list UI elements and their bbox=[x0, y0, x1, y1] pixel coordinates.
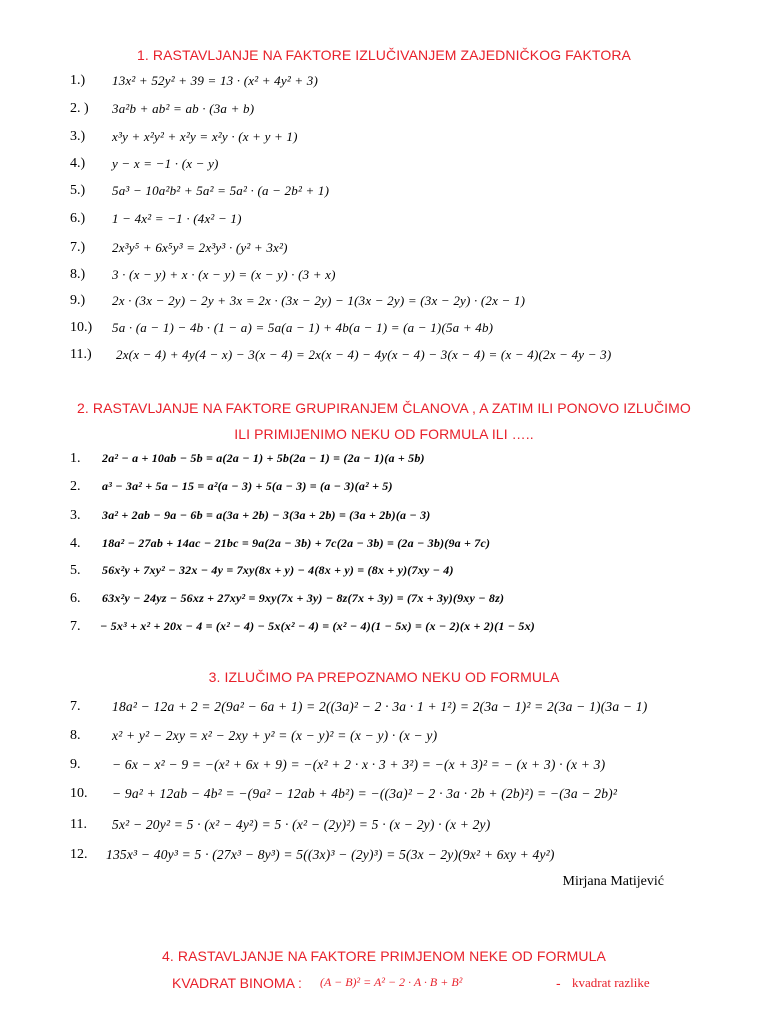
item-expression: a³ − 3a² + 5a − 15 = a²(a − 3) + 5(a − 3) = (a − 3)(a² + 5) bbox=[102, 479, 393, 493]
formula-label: KVADRAT BINOMA : bbox=[172, 975, 302, 991]
item-expression: 3a² + 2ab − 9a − 6b = a(3a + 2b) − 3(3a + 2b) = (3a + 2b)(a − 3) bbox=[102, 508, 431, 522]
item-number: 7. bbox=[70, 619, 81, 634]
item-number: 9. bbox=[70, 757, 81, 772]
formula-row bbox=[0, 975, 768, 995]
item-expression: 5a · (a − 1) − 4b · (1 − a) = 5a(a − 1) + 4b(a − 1) = (a − 1)(5a + 4b) bbox=[112, 320, 494, 335]
item-number: 4.) bbox=[70, 156, 86, 171]
item-number: 6.) bbox=[70, 211, 86, 226]
item-expression: 3 · (x − y) + x · (x − y) = (x − y) · (3 + x) bbox=[112, 267, 336, 282]
list-item bbox=[0, 344, 768, 368]
list-item bbox=[0, 208, 768, 232]
list-item bbox=[0, 783, 768, 807]
formula-name: kvadrat razlike bbox=[572, 975, 650, 990]
item-number: 8.) bbox=[70, 267, 86, 282]
item-number: 3.) bbox=[70, 129, 86, 144]
list-item bbox=[0, 476, 768, 500]
item-expression: − 6x − x² − 9 = −(x² + 6x + 9) = −(x² + 2 · x · 3 + 3²) = −(x + 3)² = − (x + 3) · (x + 3) bbox=[112, 757, 606, 772]
item-expression: 2a² − a + 10ab − 5b = a(2a − 1) + 5b(2a − 1) = (2a − 1)(a + 5b) bbox=[102, 451, 425, 465]
section2-title-line2: ILI PRIMIJENIMO NEKU OD FORMULA ILI ….. bbox=[234, 426, 534, 442]
item-number: 5. bbox=[70, 563, 81, 578]
item-number: 12. bbox=[70, 847, 88, 862]
item-number: 11.) bbox=[70, 347, 92, 362]
item-number: 1.) bbox=[70, 73, 86, 88]
item-expression: 1 − 4x² = −1 · (4x² − 1) bbox=[112, 211, 242, 226]
list-item bbox=[0, 264, 768, 288]
list-item bbox=[0, 533, 768, 557]
list-item bbox=[0, 616, 768, 640]
item-number: 5.) bbox=[70, 183, 86, 198]
list-item bbox=[0, 153, 768, 177]
item-number: 6. bbox=[70, 591, 81, 606]
item-number: 7.) bbox=[70, 240, 86, 255]
list-item bbox=[0, 814, 768, 838]
item-number: 11. bbox=[70, 817, 87, 832]
list-item bbox=[0, 70, 768, 94]
item-expression: 18a² − 12a + 2 = 2(9a² − 6a + 1) = 2((3a)² − 2 · 3a · 1 + 1²) = 2(3a − 1)² = 2(3a − 1)(3a − 1) bbox=[112, 699, 648, 714]
item-expression: 2x · (3x − 2y) − 2y + 3x = 2x · (3x − 2y) − 1(3x − 2y) = (3x − 2y) · (2x − 1) bbox=[112, 293, 526, 308]
list-item bbox=[0, 448, 768, 472]
item-number: 7. bbox=[70, 699, 81, 714]
item-expression: − 9a² + 12ab − 4b² = −(9a² − 12ab + 4b²) = −((3a)² − 2 · 3a · 2b + (2b)²) = −(3a − 2b)² bbox=[112, 786, 618, 801]
item-expression: 56x²y + 7xy² − 32x − 4y = 7xy(8x + y) − 4(8x + y) = (8x + y)(7xy − 4) bbox=[102, 563, 454, 577]
section4-title: 4. RASTAVLJANJE NA FAKTORE PRIMJENOM NEKE OD FORMULA bbox=[162, 948, 606, 964]
item-number: 1. bbox=[70, 451, 81, 466]
list-item bbox=[0, 560, 768, 584]
author-name: Mirjana Matijević bbox=[562, 874, 664, 889]
item-expression: 135x³ − 40y³ = 5 · (27x³ − 8y³) = 5((3x)³ − (2y)³) = 5(3x − 2y)(9x² + 6xy + 4y²) bbox=[106, 847, 555, 862]
list-item bbox=[0, 505, 768, 529]
item-expression: − 5x³ + x² + 20x − 4 = (x² − 4) − 5x(x² − 4) = (x² − 4)(1 − 5x) = (x − 2)(x + 2)(1 − 5x) bbox=[100, 619, 536, 633]
section3-title: 3. IZLUČIMO PA PREPOZNAMO NEKU OD FORMULA bbox=[208, 669, 560, 685]
list-item bbox=[0, 237, 768, 261]
item-expression: x² + y² − 2xy = x² − 2xy + y² = (x − y)² = (x − y) · (x − y) bbox=[112, 728, 438, 743]
item-expression: x³y + x²y² + x²y = x²y · (x + y + 1) bbox=[112, 129, 298, 144]
item-expression: 5x² − 20y² = 5 · (x² − 4y²) = 5 · (x² − (2y)²) = 5 · (x − 2y) · (x + 2y) bbox=[112, 817, 491, 832]
item-number: 10. bbox=[70, 786, 88, 801]
list-item bbox=[0, 725, 768, 749]
item-expression: 2x³y⁵ + 6x⁵y³ = 2x³y³ · (y² + 3x²) bbox=[112, 240, 288, 255]
item-expression: 13x² + 52y² + 39 = 13 · (x² + 4y² + 3) bbox=[112, 73, 319, 88]
item-number: 4. bbox=[70, 536, 81, 551]
section2-title-line1: 2. RASTAVLJANJE NA FAKTORE GRUPIRANJEM ČLANOVA , A ZATIM ILI PONOVO IZLUČIMO bbox=[77, 400, 691, 416]
list-item bbox=[0, 696, 768, 720]
list-item bbox=[0, 844, 768, 868]
item-number: 3. bbox=[70, 508, 81, 523]
item-expression: 63x²y − 24yz − 56xz + 27xy² = 9xy(7x + 3y) − 8z(7x + 3y) = (7x + 3y)(9xy − 8z) bbox=[102, 591, 505, 605]
item-expression: 3a²b + ab² = ab · (3a + b) bbox=[112, 101, 255, 116]
list-item bbox=[0, 754, 768, 778]
item-number: 9.) bbox=[70, 293, 86, 308]
item-expression: 2x(x − 4) + 4y(4 − x) − 3(x − 4) = 2x(x − 4) − 4y(x − 4) − 3(x − 4) = (x − 4)(2x − 4y − 3) bbox=[116, 347, 612, 362]
item-expression: 5a³ − 10a²b² + 5a² = 5a² · (a − 2b² + 1) bbox=[112, 183, 330, 198]
section1-title: 1. RASTAVLJANJE NA FAKTORE IZLUČIVANJEM ZAJEDNIČKOG FAKTORA bbox=[137, 47, 631, 63]
list-item bbox=[0, 588, 768, 612]
item-expression: 18a² − 27ab + 14ac − 21bc = 9a(2a − 3b) + 7c(2a − 3b) = (2a − 3b)(9a + 7c) bbox=[102, 536, 491, 550]
list-item bbox=[0, 317, 768, 341]
formula-dash: - bbox=[556, 975, 561, 991]
list-item bbox=[0, 180, 768, 204]
item-number: 10.) bbox=[70, 320, 93, 335]
list-item bbox=[0, 290, 768, 314]
item-number: 8. bbox=[70, 728, 81, 743]
formula-expression: (A − B)² = A² − 2 · A · B + B² bbox=[320, 975, 463, 989]
list-item bbox=[0, 98, 768, 122]
item-number: 2. bbox=[70, 479, 81, 494]
list-item bbox=[0, 126, 768, 150]
item-expression: y − x = −1 · (x − y) bbox=[112, 156, 219, 171]
item-number: 2. ) bbox=[70, 101, 89, 116]
